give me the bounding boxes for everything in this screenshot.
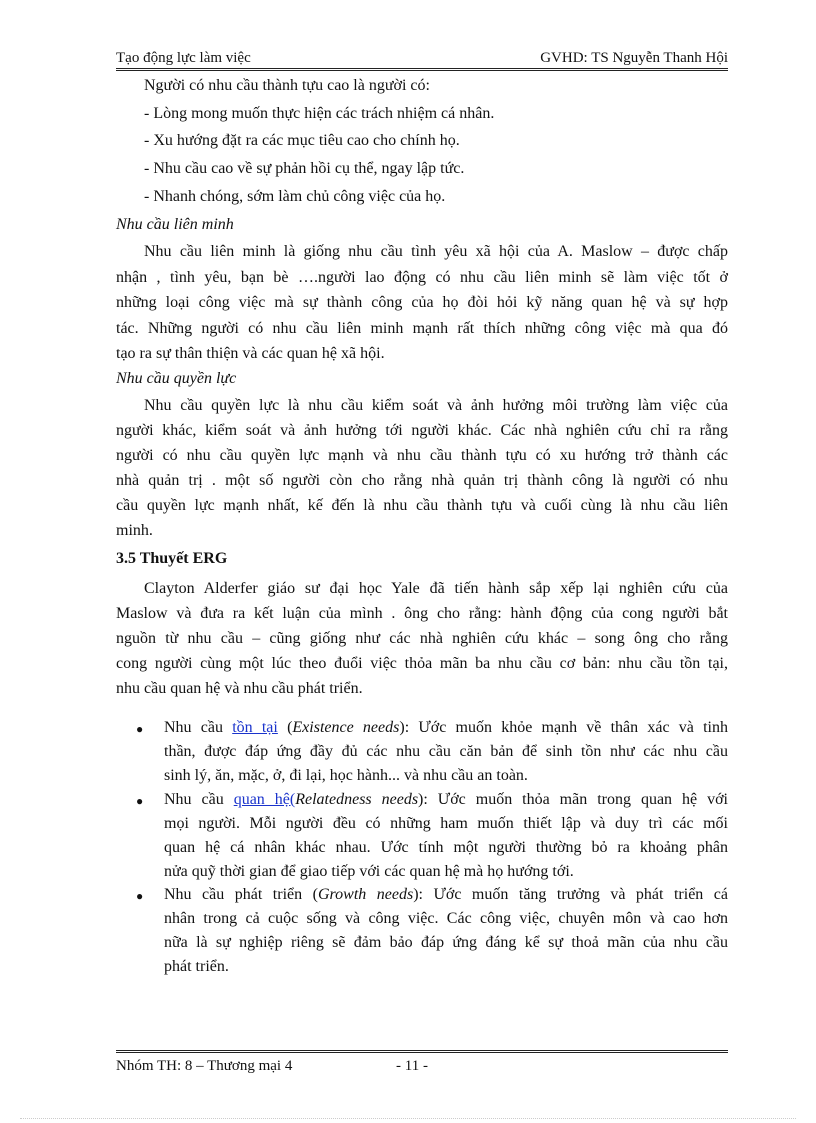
power-line: cầu quyền lực mạnh nhất, kế đến là nhu cầu thành tựu và cuối cùng là nhu cầu liên xyxy=(116,497,728,514)
heading-power: Nhu cầu quyền lực xyxy=(116,370,237,387)
bullet-relatedness xyxy=(164,788,728,812)
bullet-text: ): Ước muốn thỏa mãn trong quan hệ với xyxy=(418,791,728,808)
bullet-text: ( xyxy=(277,719,293,736)
erg-line: nguồn từ nhu cầu – cũng giống như các nhà nghiên cứu khác – song ông cho rằng xyxy=(116,630,728,647)
affiliation-line: tạo ra sự thân thiện và các quan hệ xã hội. xyxy=(116,345,385,362)
bullet-dot: ● xyxy=(136,889,144,903)
intro-lead: Người có nhu cầu thành tựu cao là người có: xyxy=(144,77,430,94)
bullet-text: Nhu cầu xyxy=(164,791,234,808)
link-existence[interactable]: tồn tại xyxy=(232,719,278,736)
bullet-line: phát triển. xyxy=(164,958,229,975)
power-line: người có nhu cầu quyền lực mạnh và nhu cầu thành tựu có xu hướng trở thành các xyxy=(116,447,728,464)
power-line: nhà quản trị . một số người còn cho rằng nhà quản trị thành công là người có nhu xyxy=(116,472,728,489)
bullet-growth xyxy=(164,883,728,907)
bullet-text: ): Ước muốn tăng trưởng và phát triển cá xyxy=(413,886,728,903)
bullet-text: Nhu cầu phát triển ( xyxy=(164,886,318,903)
page-header xyxy=(116,50,728,71)
power-line: người khác, kiểm soát và ảnh hưởng tới người khác. Các nhà nghiên cứu chỉ ra rằng xyxy=(116,422,728,439)
bullet-emphasis: Existence needs xyxy=(292,719,400,736)
bullet-existence xyxy=(164,716,728,740)
bullet-text: Nhu cầu xyxy=(164,719,233,736)
affiliation-line: tác. Những người có nhu cầu liên minh mạnh rất thích những công việc mà qua đó xyxy=(116,320,728,337)
footer-group: Nhóm TH: 8 – Thương mại 4 xyxy=(116,1058,293,1074)
intro-item: - Nhanh chóng, sớm làm chủ công việc của họ. xyxy=(144,188,446,205)
bullet-line: nữa là sự nghiệp riêng sẽ đảm bảo đáp ứng đáng kể sự thoả mãn của nhu cầu xyxy=(164,934,728,951)
power-line: minh. xyxy=(116,522,153,539)
intro-item: - Nhu cầu cao về sự phản hồi cụ thể, ngay lập tức. xyxy=(144,160,465,177)
link-relatedness[interactable]: quan hệ( xyxy=(233,791,296,808)
bullet-dot: ● xyxy=(136,794,144,808)
bullet-line: thần, được đáp ứng đầy đủ các nhu cầu căn bản để sinh tồn như các nhu cầu xyxy=(164,743,728,760)
power-line: Nhu cầu quyền lực là nhu cầu kiểm soát và ảnh hưởng môi trường làm việc của xyxy=(144,397,728,414)
footer-rule xyxy=(116,1050,728,1057)
heading-erg: 3.5 Thuyết ERG xyxy=(116,550,228,567)
bullet-line: nhân trong cả cuộc sống và công việc. Các công việc, chuyên môn và cao hơn xyxy=(164,910,728,927)
intro-item: - Lòng mong muốn thực hiện các trách nhiệm cá nhân. xyxy=(144,105,495,122)
heading-affiliation: Nhu cầu liên minh xyxy=(116,216,234,233)
affiliation-line: Nhu cầu liên minh là giống nhu cầu tình yêu xã hội của A. Maslow – được chấp xyxy=(144,243,728,260)
bullet-line: nửa quỹ thời gian để giao tiếp với các quan hệ mà họ hướng tới. xyxy=(164,863,574,880)
erg-line: cong người cùng một lúc theo đuổi việc thỏa mãn ba nhu cầu cơ bản: nhu cầu tồn tại, xyxy=(116,655,728,672)
erg-line: Clayton Alderfer giáo sư đại học Yale đã tiến hành sắp xếp lại nghiên cứu của xyxy=(144,580,728,597)
bullet-dot: ● xyxy=(136,722,144,736)
intro-item: - Xu hướng đặt ra các mục tiêu cao cho chính họ. xyxy=(144,132,460,149)
header-title: Tạo động lực làm việc xyxy=(116,50,251,66)
bullet-emphasis: Relatedness needs xyxy=(295,791,419,808)
erg-line: Maslow và đưa ra kết luận của mình . ông cho rằng: hành động của cong người bắt xyxy=(116,605,728,622)
bullet-emphasis: Growth needs xyxy=(317,886,414,903)
bullet-line: mọi người. Mỗi người đều có những ham muốn thiết lập và duy trì các mối xyxy=(164,815,728,832)
affiliation-line: những loại công việc mà sự thành công của họ đòi hỏi kỹ năng quan hệ và sự hợp xyxy=(116,294,728,311)
bullet-line: sinh lý, ăn, mặc, ở, đi lại, học hành... và nhu cầu an toàn. xyxy=(164,767,528,784)
erg-line: nhu cầu quan hệ và nhu cầu phát triển. xyxy=(116,680,363,697)
bullet-text: ): Ước muốn khỏe mạnh về thân xác và tinh xyxy=(399,719,729,736)
affiliation-line: nhận , tình yêu, bạn bè ….người lao động có nhu cầu liên minh sẽ làm việc tốt ở xyxy=(116,269,728,286)
header-advisor: GVHD: TS Nguyễn Thanh Hội xyxy=(540,50,728,66)
page-number: - 11 - xyxy=(396,1058,428,1074)
bullet-line: quan hệ cá nhân khác nhau. Ước tính một người thường bỏ ra khoảng phân xyxy=(164,839,728,856)
page-edge xyxy=(20,1118,796,1119)
